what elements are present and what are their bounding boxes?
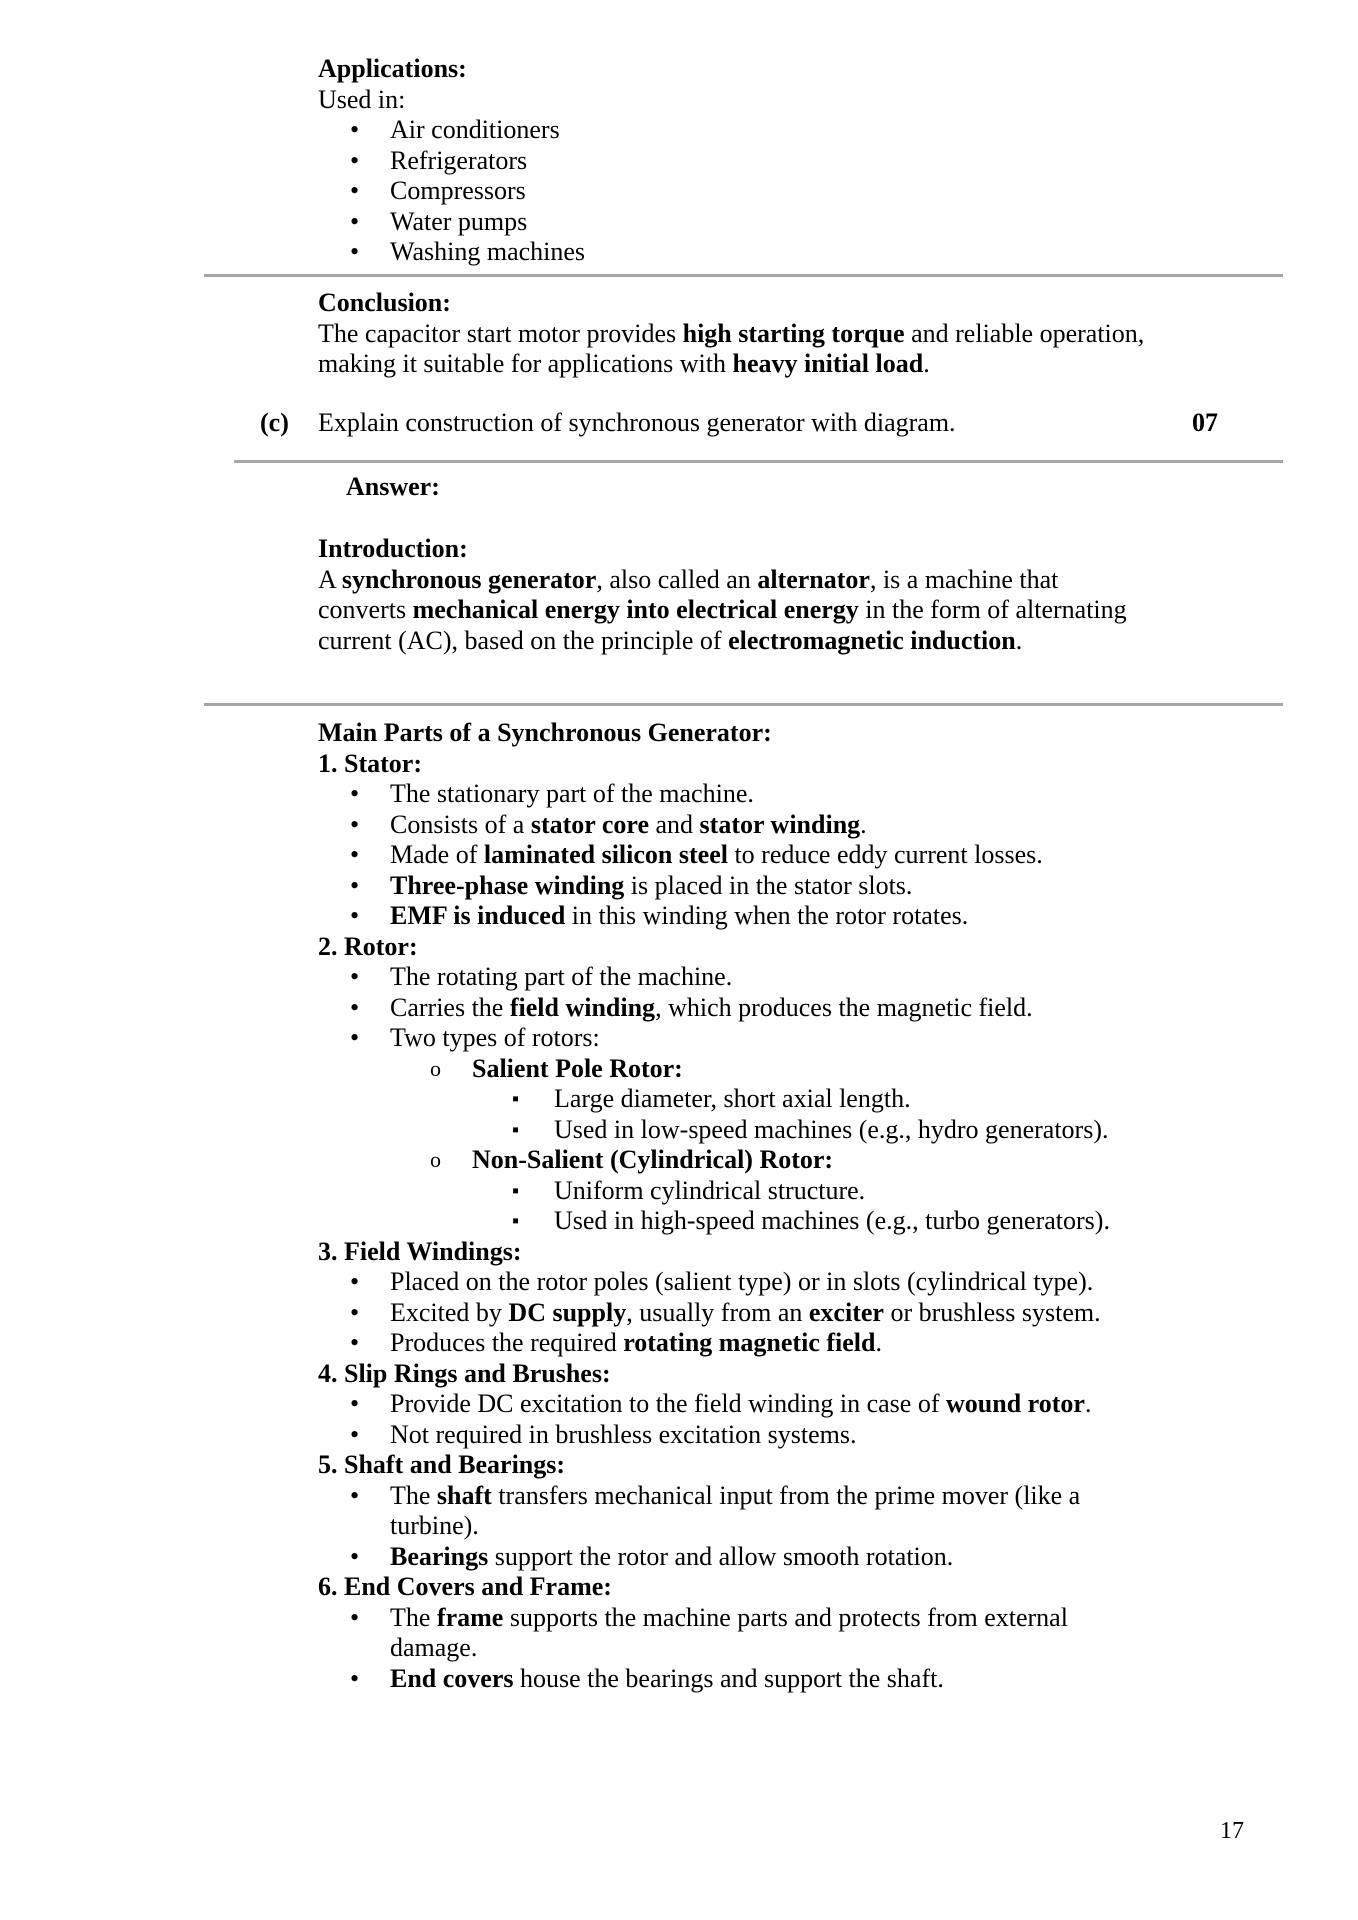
list-item: • Three-phase winding is placed in the stator slots.	[318, 871, 1218, 902]
answer-label: Answer:	[346, 472, 440, 501]
question-divider	[234, 460, 1283, 463]
list-item: • The shaft transfers mechanical input from the prime mover (like a turbine).	[318, 1481, 1148, 1542]
question-marks: 07	[1192, 408, 1218, 437]
list-item: • Refrigerators	[318, 146, 1218, 177]
list-item: • Placed on the rotor poles (salient type) or in slots (cylindrical type).	[318, 1267, 1218, 1298]
list-item: ▪ Large diameter, short axial length.	[318, 1084, 1218, 1115]
list-item: ▪ Used in high-speed machines (e.g., turbo generators).	[318, 1206, 1218, 1237]
list-item: • Compressors	[318, 176, 1218, 207]
applications-section	[318, 54, 1218, 268]
cylindrical-list	[318, 1176, 1218, 1237]
salient-list	[318, 1084, 1218, 1145]
rotor-types-list	[318, 1145, 1218, 1176]
list-item: • Not required in brushless excitation systems.	[318, 1420, 1218, 1451]
list-item: ▪ Used in low-speed machines (e.g., hydro generators).	[318, 1115, 1218, 1146]
slip-rings-heading: 4. Slip Rings and Brushes:	[318, 1358, 611, 1388]
page-number: 17	[1220, 1818, 1244, 1844]
stator-heading: 1. Stator:	[318, 748, 422, 778]
list-item: • Bearings support the rotor and allow smooth rotation.	[318, 1542, 1148, 1573]
question-text: Explain construction of synchronous generator with diagram.	[318, 408, 956, 437]
list-item: • Provide DC excitation to the field winding in case of wound rotor.	[318, 1389, 1218, 1420]
list-item: • Two types of rotors:	[318, 1023, 1218, 1054]
rotor-heading: 2. Rotor:	[318, 931, 418, 961]
conclusion-text: The capacitor start motor provides high starting torque and reliable operation, making it suitable for applications with heavy initial load.	[318, 318, 1145, 378]
conclusion-heading: Conclusion:	[318, 288, 451, 317]
slip-rings-list	[318, 1389, 1218, 1450]
end-covers-list	[318, 1603, 1148, 1695]
rotor-list	[318, 962, 1218, 1054]
main-parts-section	[318, 718, 1218, 1694]
list-item: • The frame supports the machine parts and protects from external damage.	[318, 1603, 1148, 1664]
stator-list	[318, 779, 1218, 932]
list-item: • Excited by DC supply, usually from an exciter or brushless system.	[318, 1298, 1218, 1329]
field-windings-list	[318, 1267, 1218, 1359]
list-item: o Salient Pole Rotor:	[318, 1054, 1218, 1085]
field-windings-heading: 3. Field Windings:	[318, 1236, 522, 1266]
list-item: • Made of laminated silicon steel to reduce eddy current losses.	[318, 840, 1218, 871]
section-divider	[204, 274, 1283, 277]
list-item: • Produces the required rotating magnetic field.	[318, 1328, 1218, 1359]
list-item: • Consists of a stator core and stator winding.	[318, 810, 1218, 841]
main-parts-heading: Main Parts of a Synchronous Generator:	[318, 718, 772, 747]
list-item: • EMF is induced in this winding when the rotor rotates.	[318, 901, 1218, 932]
introduction-text: A synchronous generator, also called an alternator, is a machine that converts mechanical energy into electrical energy in the form of alternating current (AC), based on the principle of electromagnetic induction.	[318, 564, 1127, 655]
list-item: • Washing machines	[318, 237, 1218, 268]
list-item: ▪ Uniform cylindrical structure.	[318, 1176, 1218, 1207]
list-item: • The rotating part of the machine.	[318, 962, 1218, 993]
end-covers-heading: 6. End Covers and Frame:	[318, 1572, 612, 1601]
list-item: • Water pumps	[318, 207, 1218, 238]
question-label: (c)	[260, 408, 289, 437]
rotor-types-list	[318, 1054, 1218, 1085]
section-divider	[204, 703, 1283, 706]
applications-list	[318, 115, 1218, 268]
list-item: • The stationary part of the machine.	[318, 779, 1218, 810]
applications-heading: Applications:	[318, 54, 467, 83]
applications-intro: Used in:	[318, 84, 406, 114]
shaft-bearings-list	[318, 1481, 1148, 1573]
list-item: • Carries the field winding, which produces the magnetic field.	[318, 993, 1218, 1024]
list-item: o Non-Salient (Cylindrical) Rotor:	[318, 1145, 1218, 1176]
shaft-bearings-heading: 5. Shaft and Bearings:	[318, 1450, 566, 1479]
introduction-heading: Introduction:	[318, 534, 468, 563]
introduction-section	[318, 534, 1128, 656]
conclusion-section	[318, 288, 1158, 380]
list-item: • End covers house the bearings and support the shaft.	[318, 1664, 1148, 1695]
list-item: • Air conditioners	[318, 115, 1218, 146]
